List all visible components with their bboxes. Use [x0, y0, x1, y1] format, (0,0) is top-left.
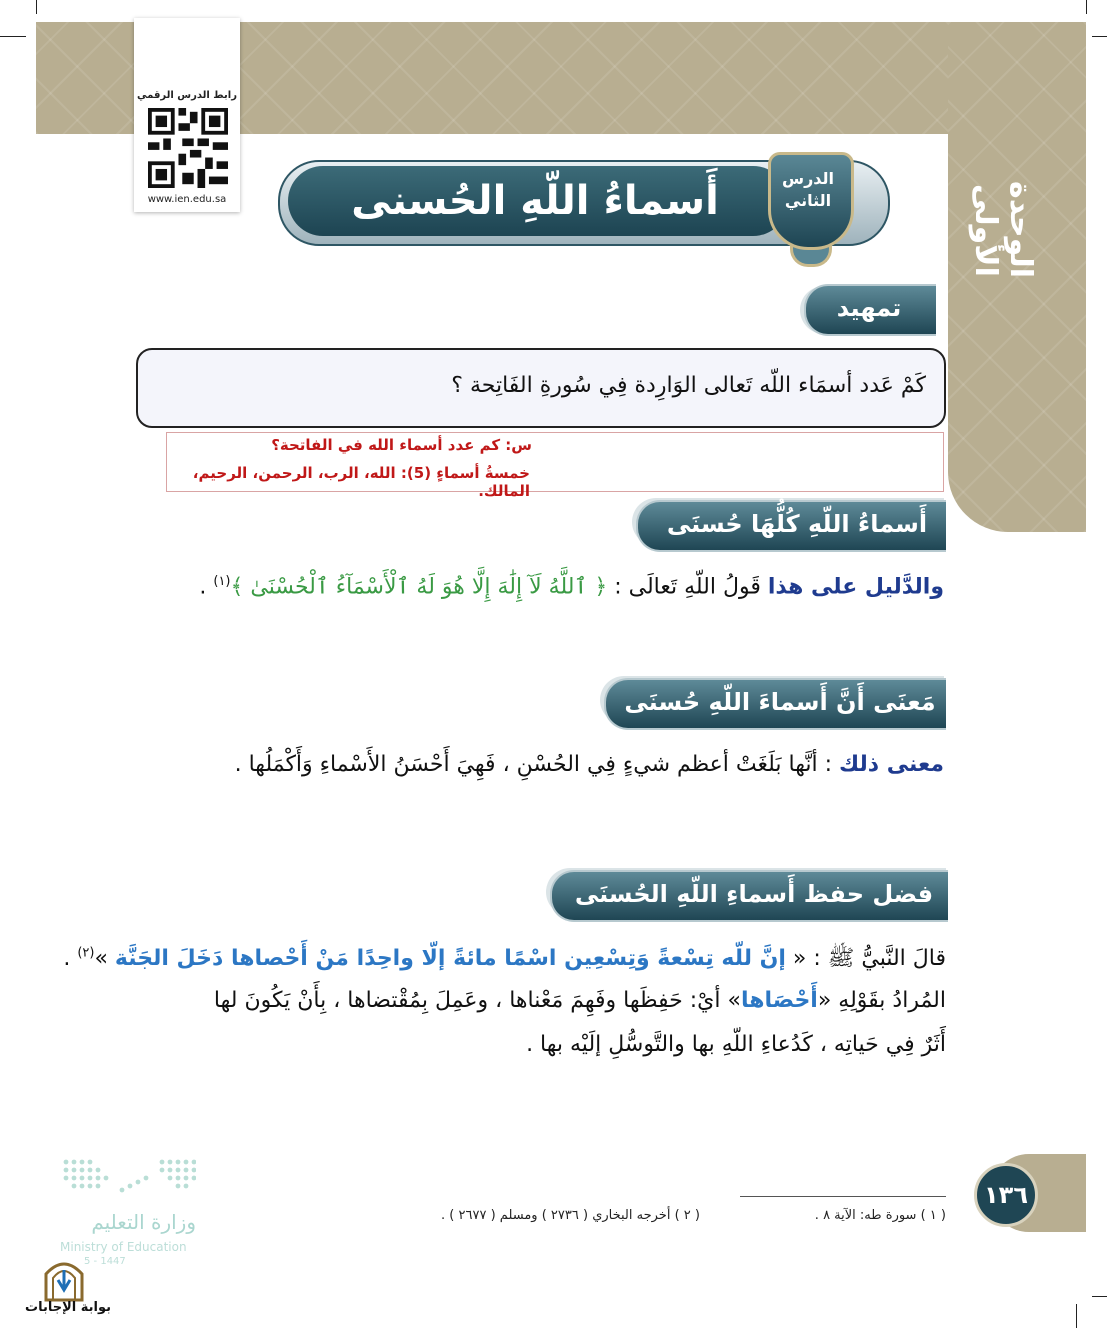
- qr-card[interactable]: [134, 18, 240, 212]
- section2-header-text: مَعنَى أَنَّ أَسماءَ اللّهِ حُسنَى: [624, 688, 936, 716]
- meaning-text: » أيْ: حَفِظَها وفَهِمَ مَعْناها ، وعَمِلَ بِمُقْتضاها ، بِأَنْ يَكُونَ لها: [213, 988, 741, 1013]
- answer-text: خمسةُ أسماءٍ (5): الله، الرب، الرحمن، الرحيم، المالك.: [192, 464, 530, 500]
- section1-paragraph: [180, 574, 944, 599]
- intro-header-text: تمهيد: [836, 294, 902, 322]
- lesson-badge-line1: الدرس: [781, 169, 835, 188]
- qr-label: رابط الدرس الرقمي: [137, 90, 237, 101]
- section1-header-text: أَسماءُ اللّهِ كُلُّهَا حُسنَى: [666, 510, 928, 538]
- section1-mid: قَولُ اللّهِ تَعالَى :: [607, 574, 768, 600]
- ministry-year: 5 - 1447: [84, 1256, 126, 1267]
- page-number: ١٣٦: [974, 1163, 1038, 1227]
- hadith-intro: قالَ النَّبيُّ ﷺ : «: [785, 946, 946, 971]
- crop-mark: [1076, 1304, 1077, 1328]
- crop-mark: [0, 36, 26, 37]
- quran-verse: ﴿ ٱللَّهُ لَآ إِلَٰهَ إِلَّا هُوَ لَهُ ٱلْأَسْمَآءُ ٱلْحُسْنَىٰ ﴾: [230, 574, 608, 600]
- hadith-close: »: [94, 946, 115, 971]
- section1-lead: والدَّليل على هذا: [767, 574, 944, 600]
- section3-line2: [110, 988, 946, 1013]
- section3-header-text: فضل حفظ أَسماءِ اللّهِ الحُسنَى: [574, 880, 934, 908]
- answers-gateway-text: بوابة الإجابات: [25, 1300, 111, 1315]
- ministry-name-en: Ministry of Education: [60, 1240, 187, 1254]
- lesson-title: أَسماءُ اللّهِ الحُسنى: [351, 178, 719, 224]
- meaning-intro: المُرادُ بقَوْلِهِ «: [817, 988, 946, 1013]
- footnote-ref-2[interactable]: (٢): [77, 945, 95, 961]
- section2-lead: معنى ذلك: [839, 752, 944, 777]
- section3-line1-end: .: [63, 946, 78, 971]
- answers-gateway-logo-icon: [42, 1256, 86, 1302]
- qr-code-icon[interactable]: [148, 108, 228, 188]
- answer-question: س: كم عدد أسماء الله في الفاتحة؟: [271, 436, 532, 454]
- footnote-2: ( ٢ ) أخرجه البخاري ( ٢٧٣٦ ) ومسلم ( ٢٦٧٧ ) .: [441, 1208, 700, 1223]
- footnote-ref-1[interactable]: (١): [213, 574, 231, 589]
- ministry-logo-icon: [62, 1156, 196, 1196]
- qr-url[interactable]: www.ien.edu.sa: [147, 194, 227, 205]
- section3-line1: [63, 944, 946, 976]
- lesson-badge-line2: الثاني: [784, 191, 832, 210]
- section2-text: : أنَّها بَلَغَتْ أعظم شيءٍ فِي الحُسْنِ ، فَهِيَ أَحْسَنُ الأَسْماءِ وَأَكْمَلُها .: [234, 752, 840, 777]
- crop-mark: [36, 0, 37, 14]
- intro-question: كَمْ عَدد أسمَاء اللّه تَعالى الوَارِدة فِي سُورةِ الفَاتِحة ؟: [451, 373, 926, 398]
- crop-mark: [1092, 36, 1107, 37]
- section2-paragraph: [160, 752, 944, 777]
- lesson-badge-text: [768, 168, 848, 212]
- hadith-text: إنَّ للّه تِسْعةً وَتِسْعِين اسْمًا مائةً إلّا واحِدًا مَنْ أَحْصاها دَخَلَ الجَنَّة: [114, 946, 786, 971]
- unit-title: الوحدة الأولى: [968, 181, 1038, 279]
- footnote-1: ( ١ ) سورة طه: الآية ٨ .: [814, 1208, 946, 1223]
- ministry-name-ar: وزارة التعليم: [91, 1210, 196, 1234]
- meaning-word: أَحْصَاها: [740, 988, 818, 1013]
- crop-mark: [1086, 0, 1087, 14]
- section1-end: .: [199, 574, 214, 600]
- footnote-divider: [740, 1196, 946, 1197]
- section3-line3: أَثَرٌ فِي حَياتِه ، كَدُعاءِ اللّهِ بها والتَّوسُّلِ إلَيْه بها .: [526, 1032, 946, 1057]
- crop-mark: [1092, 1296, 1107, 1297]
